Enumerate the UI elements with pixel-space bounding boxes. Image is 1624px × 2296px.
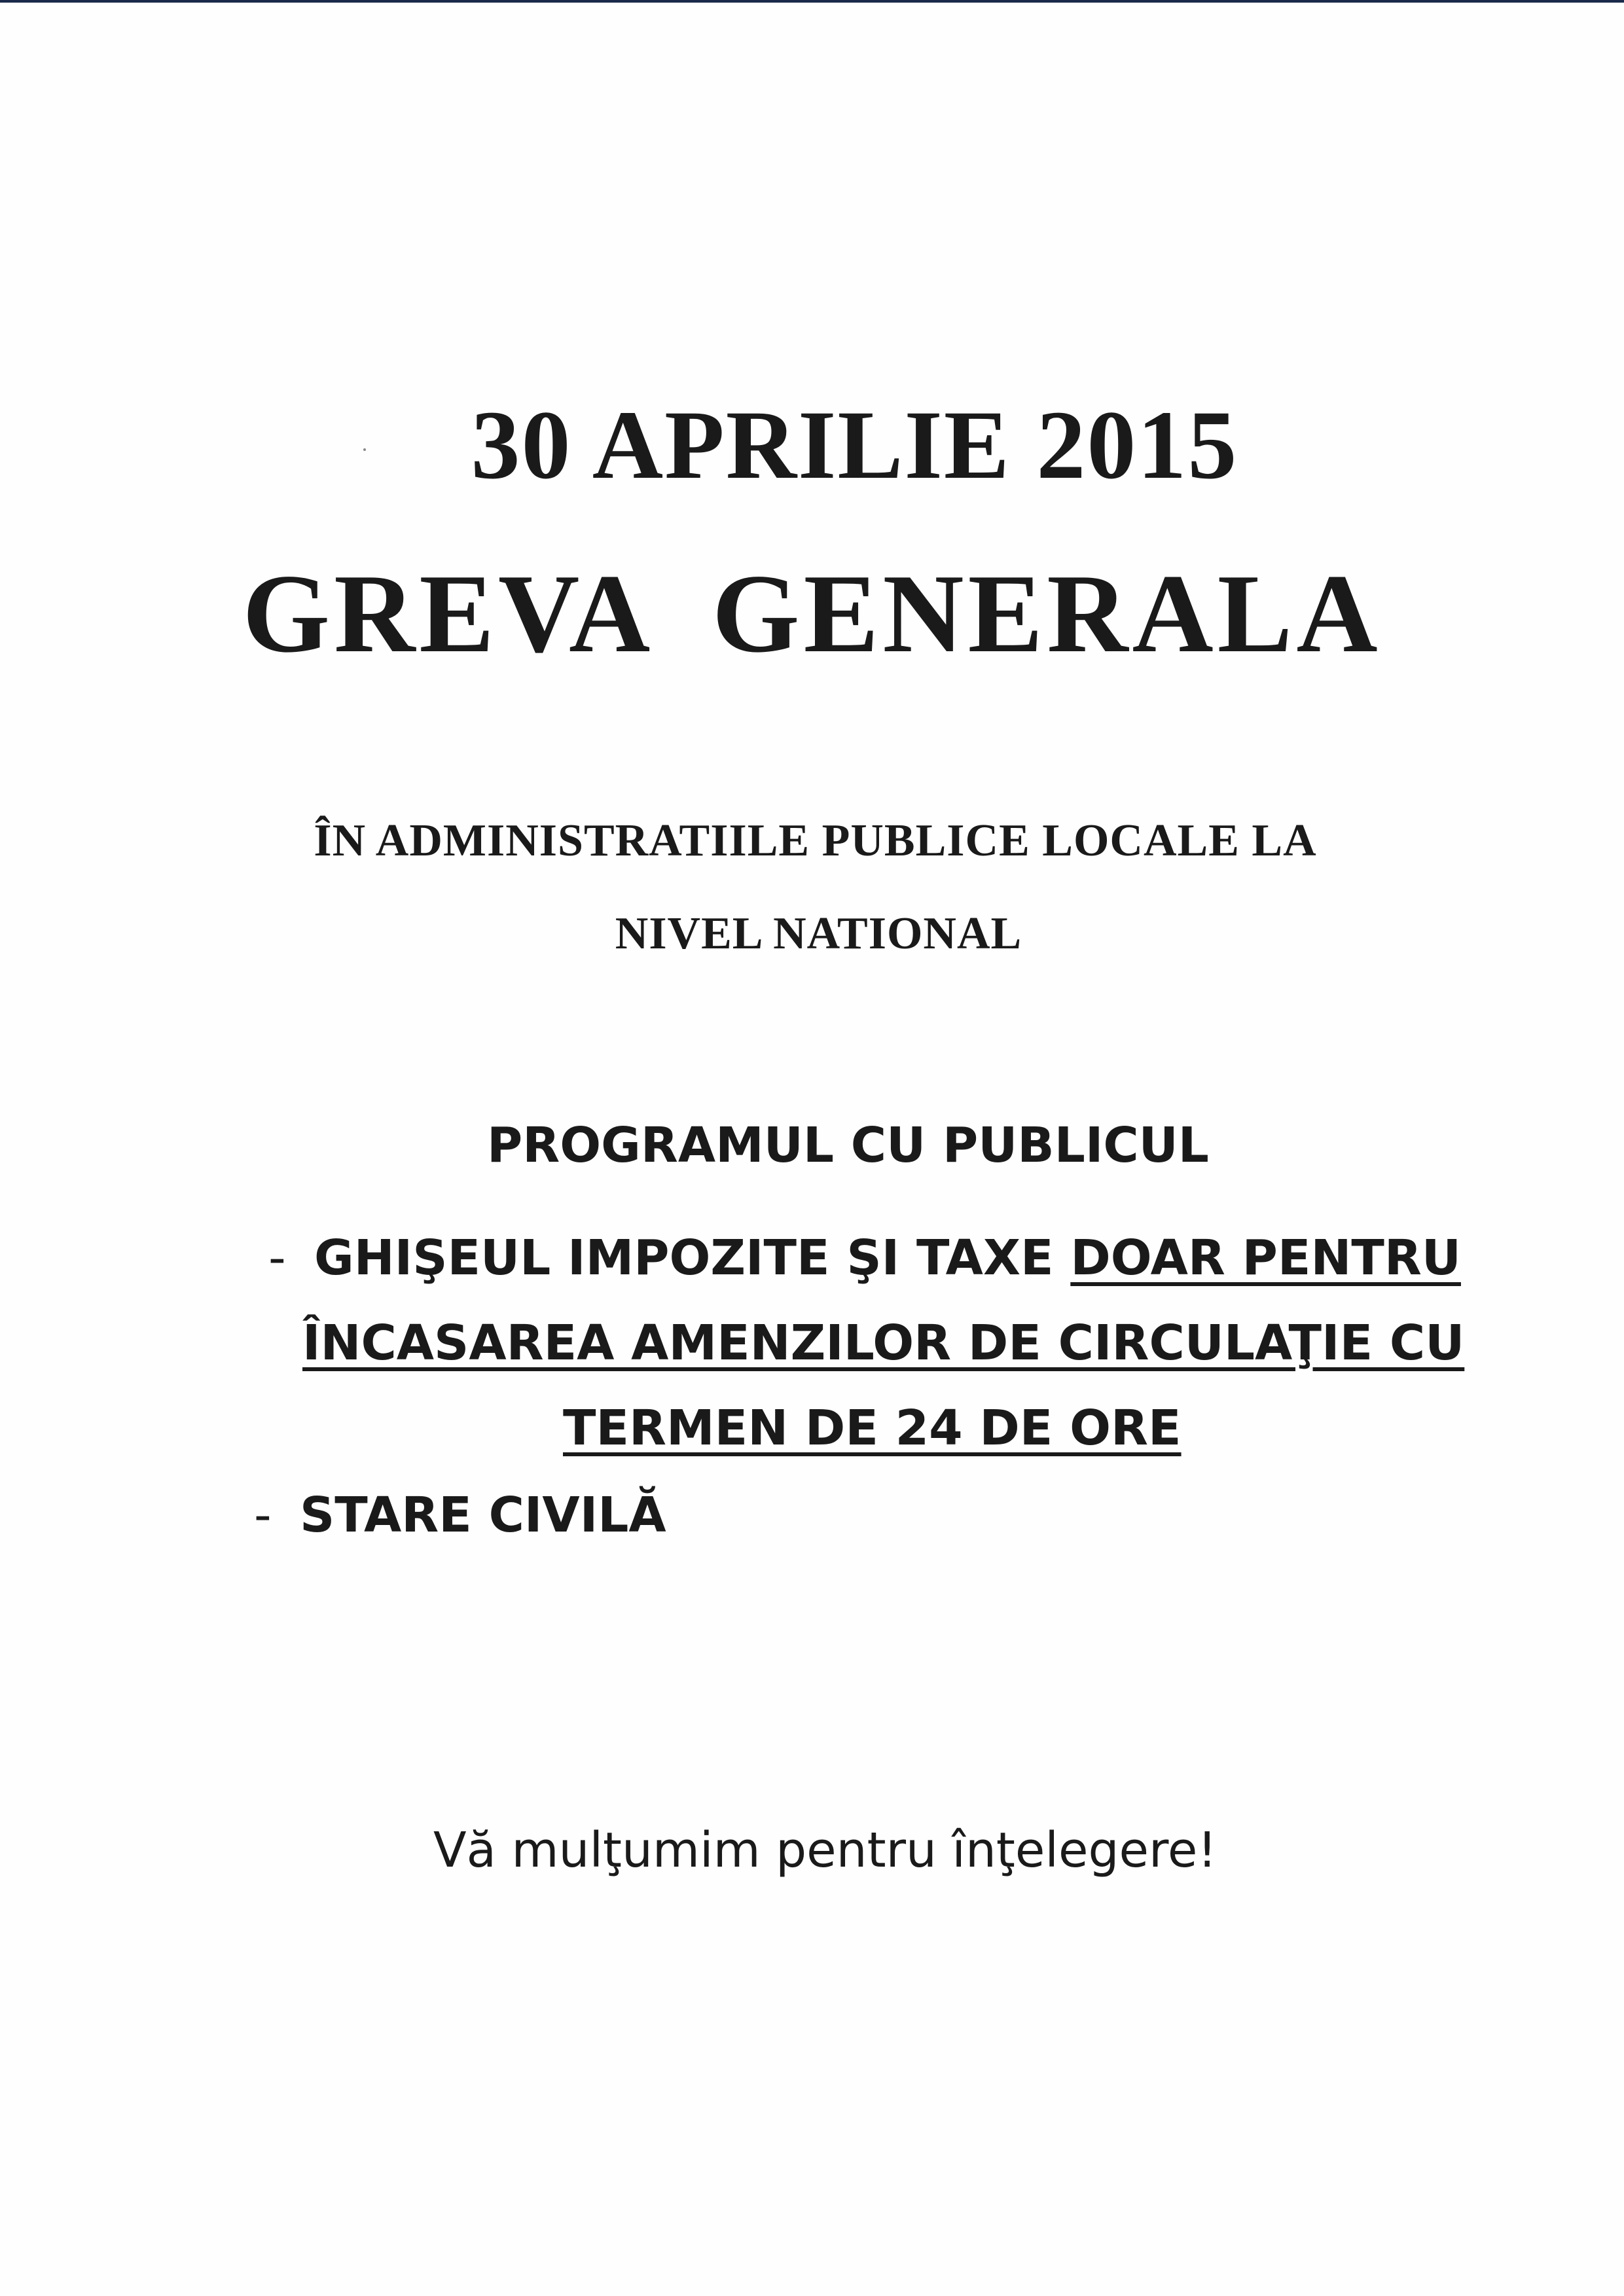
tax-office-condition-part-3: TERMEN DE 24 DE ORE xyxy=(563,1400,1182,1456)
scan-speck xyxy=(363,448,366,451)
list-item-tax-office xyxy=(314,1230,1461,1286)
thank-you-note: Vă mulţumim pentru înţelegere! xyxy=(433,1822,1218,1878)
list-bullet-dash: - xyxy=(254,1487,272,1543)
scan-top-edge xyxy=(0,0,1624,3)
tax-office-condition-part-2: ÎNCASAREA AMENZILOR DE CIRCULAŢIE CU xyxy=(302,1315,1465,1371)
tax-office-condition-part-1: DOAR PENTRU xyxy=(1070,1230,1461,1286)
program-heading: PROGRAMUL CU PUBLICUL xyxy=(487,1117,1209,1174)
list-item-civil-status: STARE CIVILĂ xyxy=(300,1487,666,1543)
date-heading: 30 APRILIE 2015 xyxy=(471,391,1238,499)
strike-title: GREVA GENERALA xyxy=(242,552,1382,676)
list-bullet-dash: - xyxy=(268,1230,286,1286)
tax-office-label: GHIŞEUL IMPOZITE ŞI TAXE xyxy=(314,1230,1071,1286)
scope-line-1: ÎN ADMINISTRATIILE PUBLICE LOCALE LA xyxy=(314,816,1317,866)
scope-line-2: NIVEL NATIONAL xyxy=(615,908,1022,959)
